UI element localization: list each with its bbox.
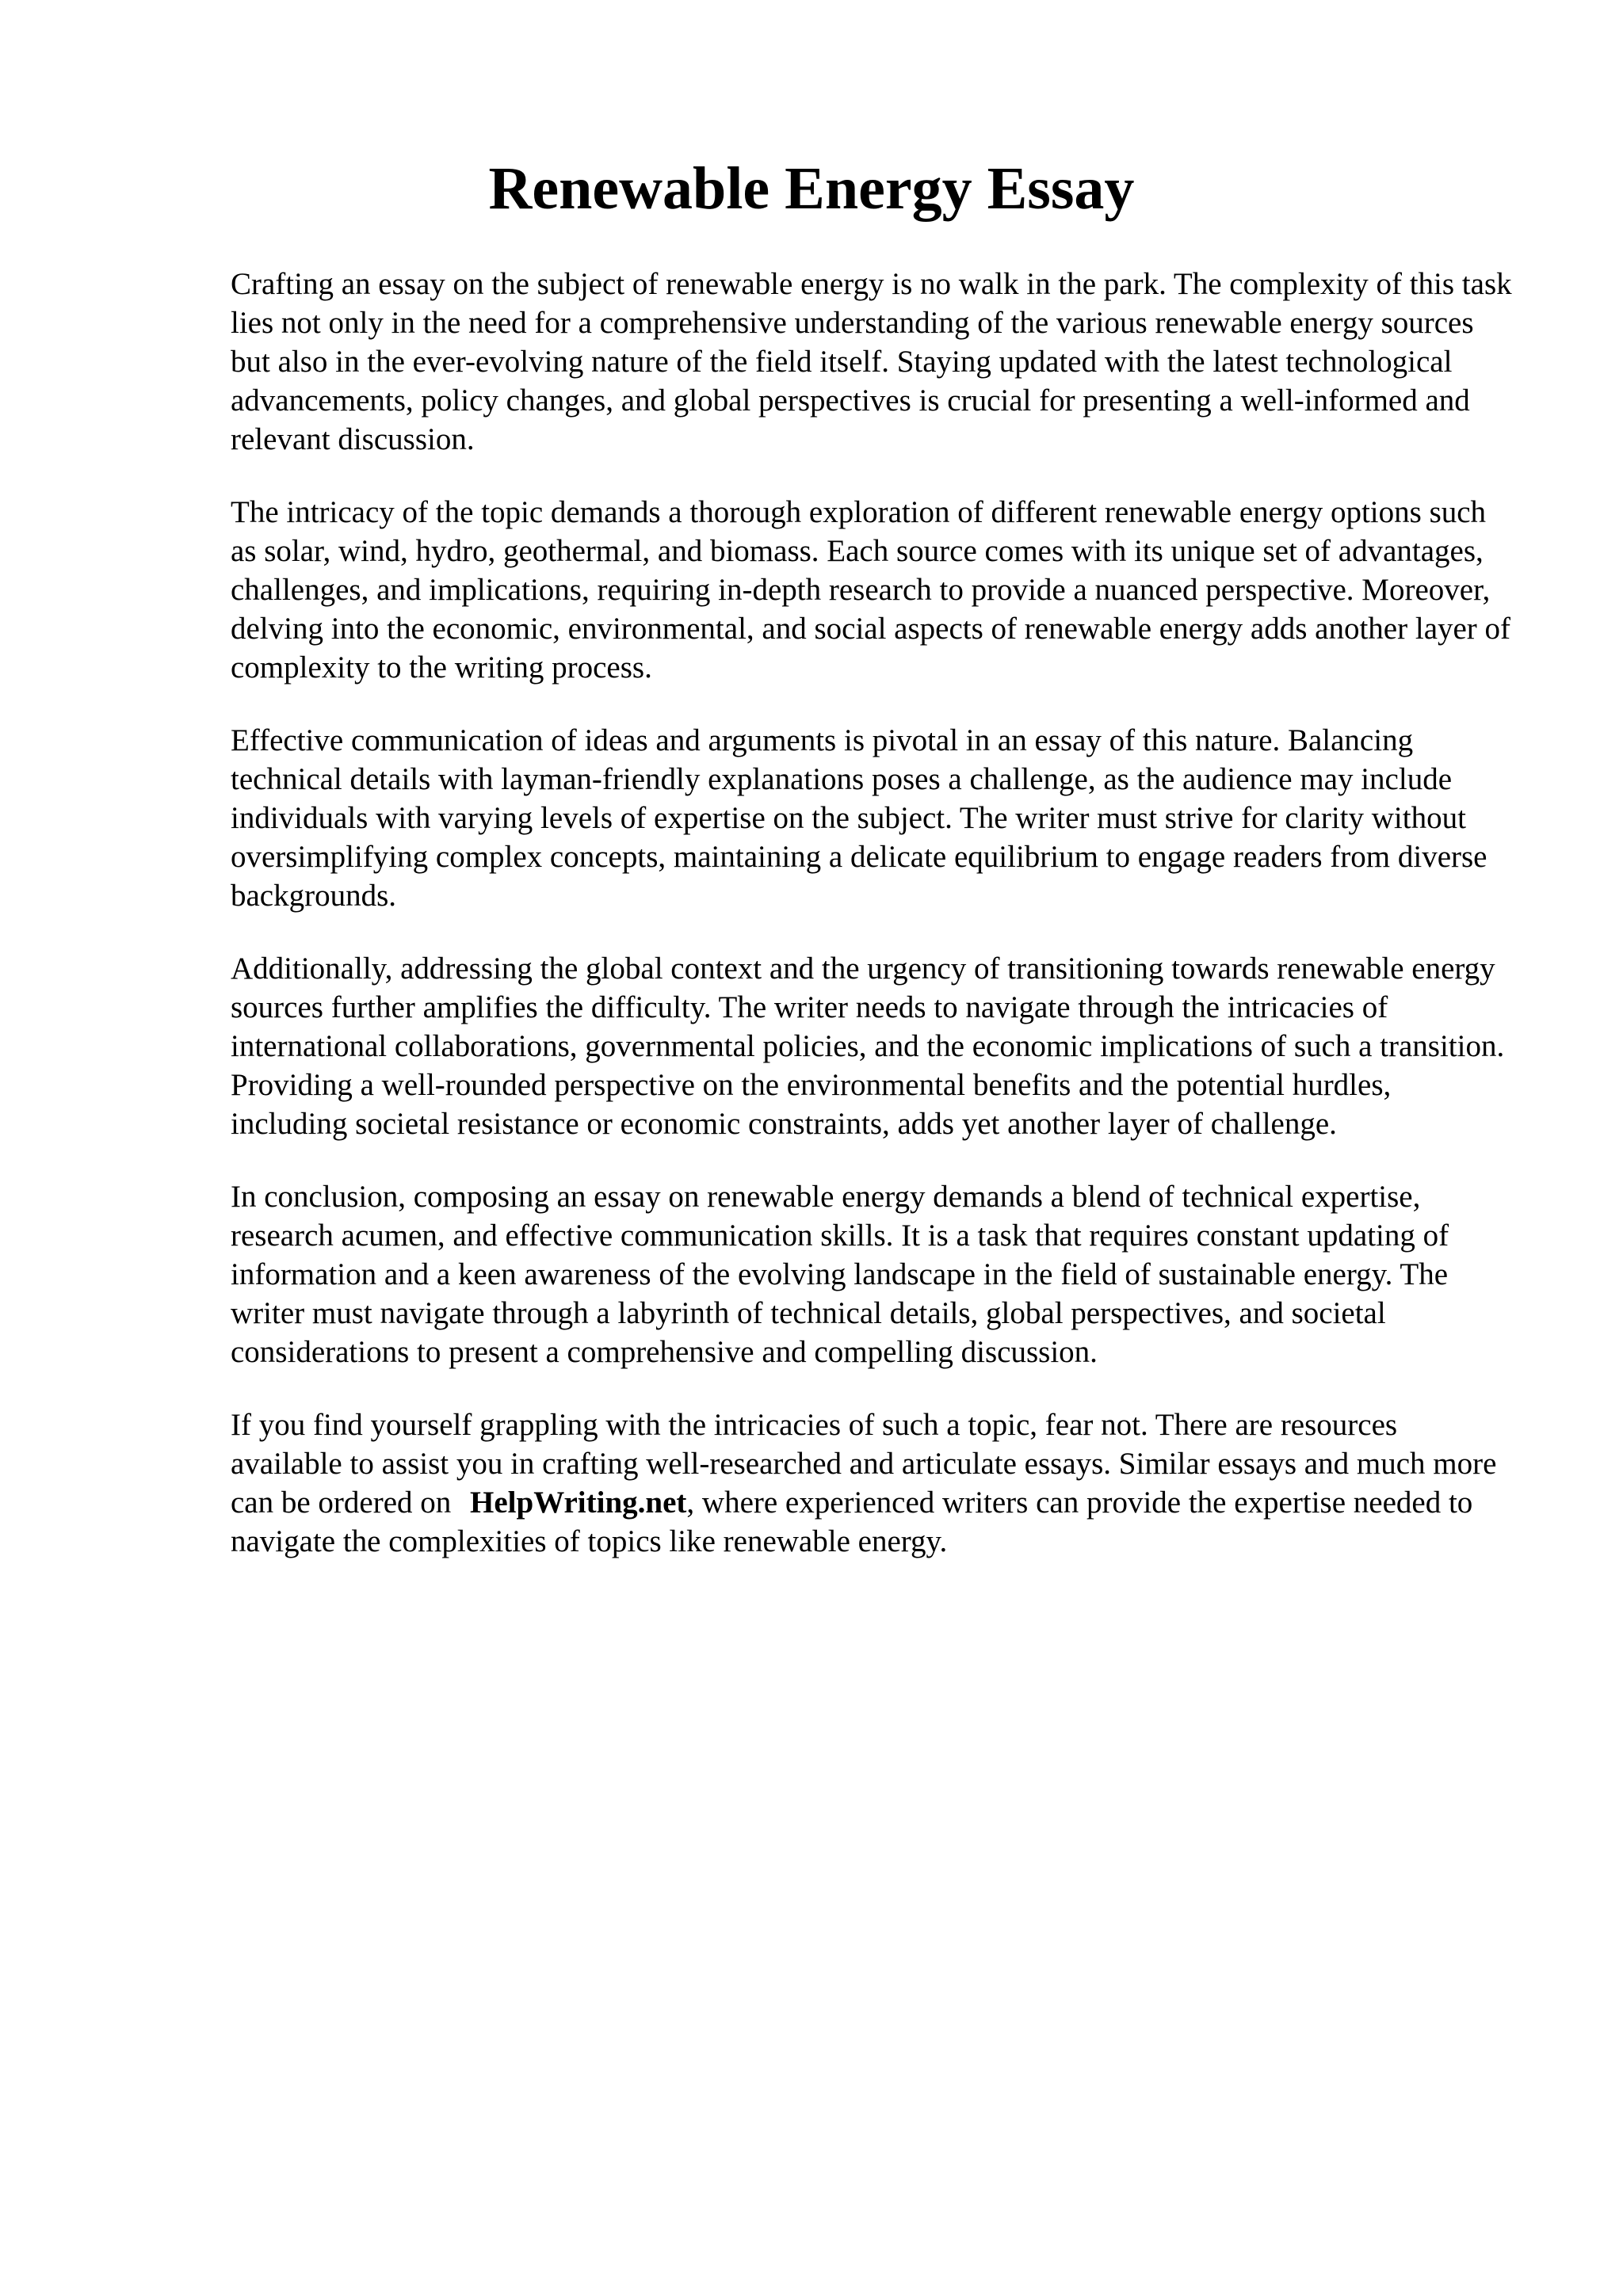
document-title: Renewable Energy Essay <box>488 155 1135 222</box>
paragraph-closing <box>231 1405 1514 1561</box>
paragraph-intro: Crafting an essay on the subject of renewable energy is no walk in the park. The complexity of this task lies not only in the need for a comprehensive understanding of the various renewable energy sources but also in the ever-evolving nature of the field itself. Staying updated with the latest technological advancements, policy changes, and global perspectives is crucial for presenting a well-informed and relevant discussion. <box>231 267 1512 456</box>
paragraph-conclusion: In conclusion, composing an essay on renewable energy demands a blend of technical expertise, research acumen, and effective communication skills. It is a task that requires constant updating of information and a keen awareness of the evolving landscape in the field of sustainable energy. The writer must navigate through a labyrinth of technical details, global perspectives, and societal considerations to present a comprehensive and compelling discussion. <box>231 1180 1449 1369</box>
closing-text-after-link: , where experienced writers can provide the expertise needed to navigate the complexities of topics like renewable energy. <box>231 1486 1473 1558</box>
paragraph-sources: The intricacy of the topic demands a thorough exploration of different renewable energy options such as solar, wind, hydro, geothermal, and biomass. Each source comes with its unique set of advantages, challenges, and implications, requiring in-depth research to provide a nuanced perspective. Moreover, delving into the economic, environmental, and social aspects of renewable energy adds another layer of complexity to the writing process. <box>231 495 1511 685</box>
helpwriting-link[interactable]: HelpWriting.net <box>470 1486 687 1520</box>
paragraph-communication: Effective communication of ideas and arguments is pivotal in an essay of this nature. Balancing technical details with layman-friendly explanations poses a challenge, as the audience may include individuals with varying levels of expertise on the subject. The writer must strive for clarity without oversimplifying complex concepts, maintaining a delicate equilibrium to engage readers from diverse backgrounds. <box>231 723 1487 913</box>
paragraph-global-context: Additionally, addressing the global context and the urgency of transitioning towards renewable energy sources further amplifies the difficulty. The writer needs to navigate through the intricacies of international collaborations, governmental policies, and the economic implications of such a transition. Providing a well-rounded perspective on the environmental benefits and the potential hurdles, including societal resistance or economic constraints, adds yet another layer of challenge. <box>231 952 1505 1141</box>
closing-text-before-link: If you find yourself grappling with the intricacies of such a topic, fear not. There are resources available to assist you in crafting well-researched and articulate essays. Similar essays and much more can be ordered on <box>231 1408 1497 1520</box>
document-body <box>231 265 1514 1595</box>
